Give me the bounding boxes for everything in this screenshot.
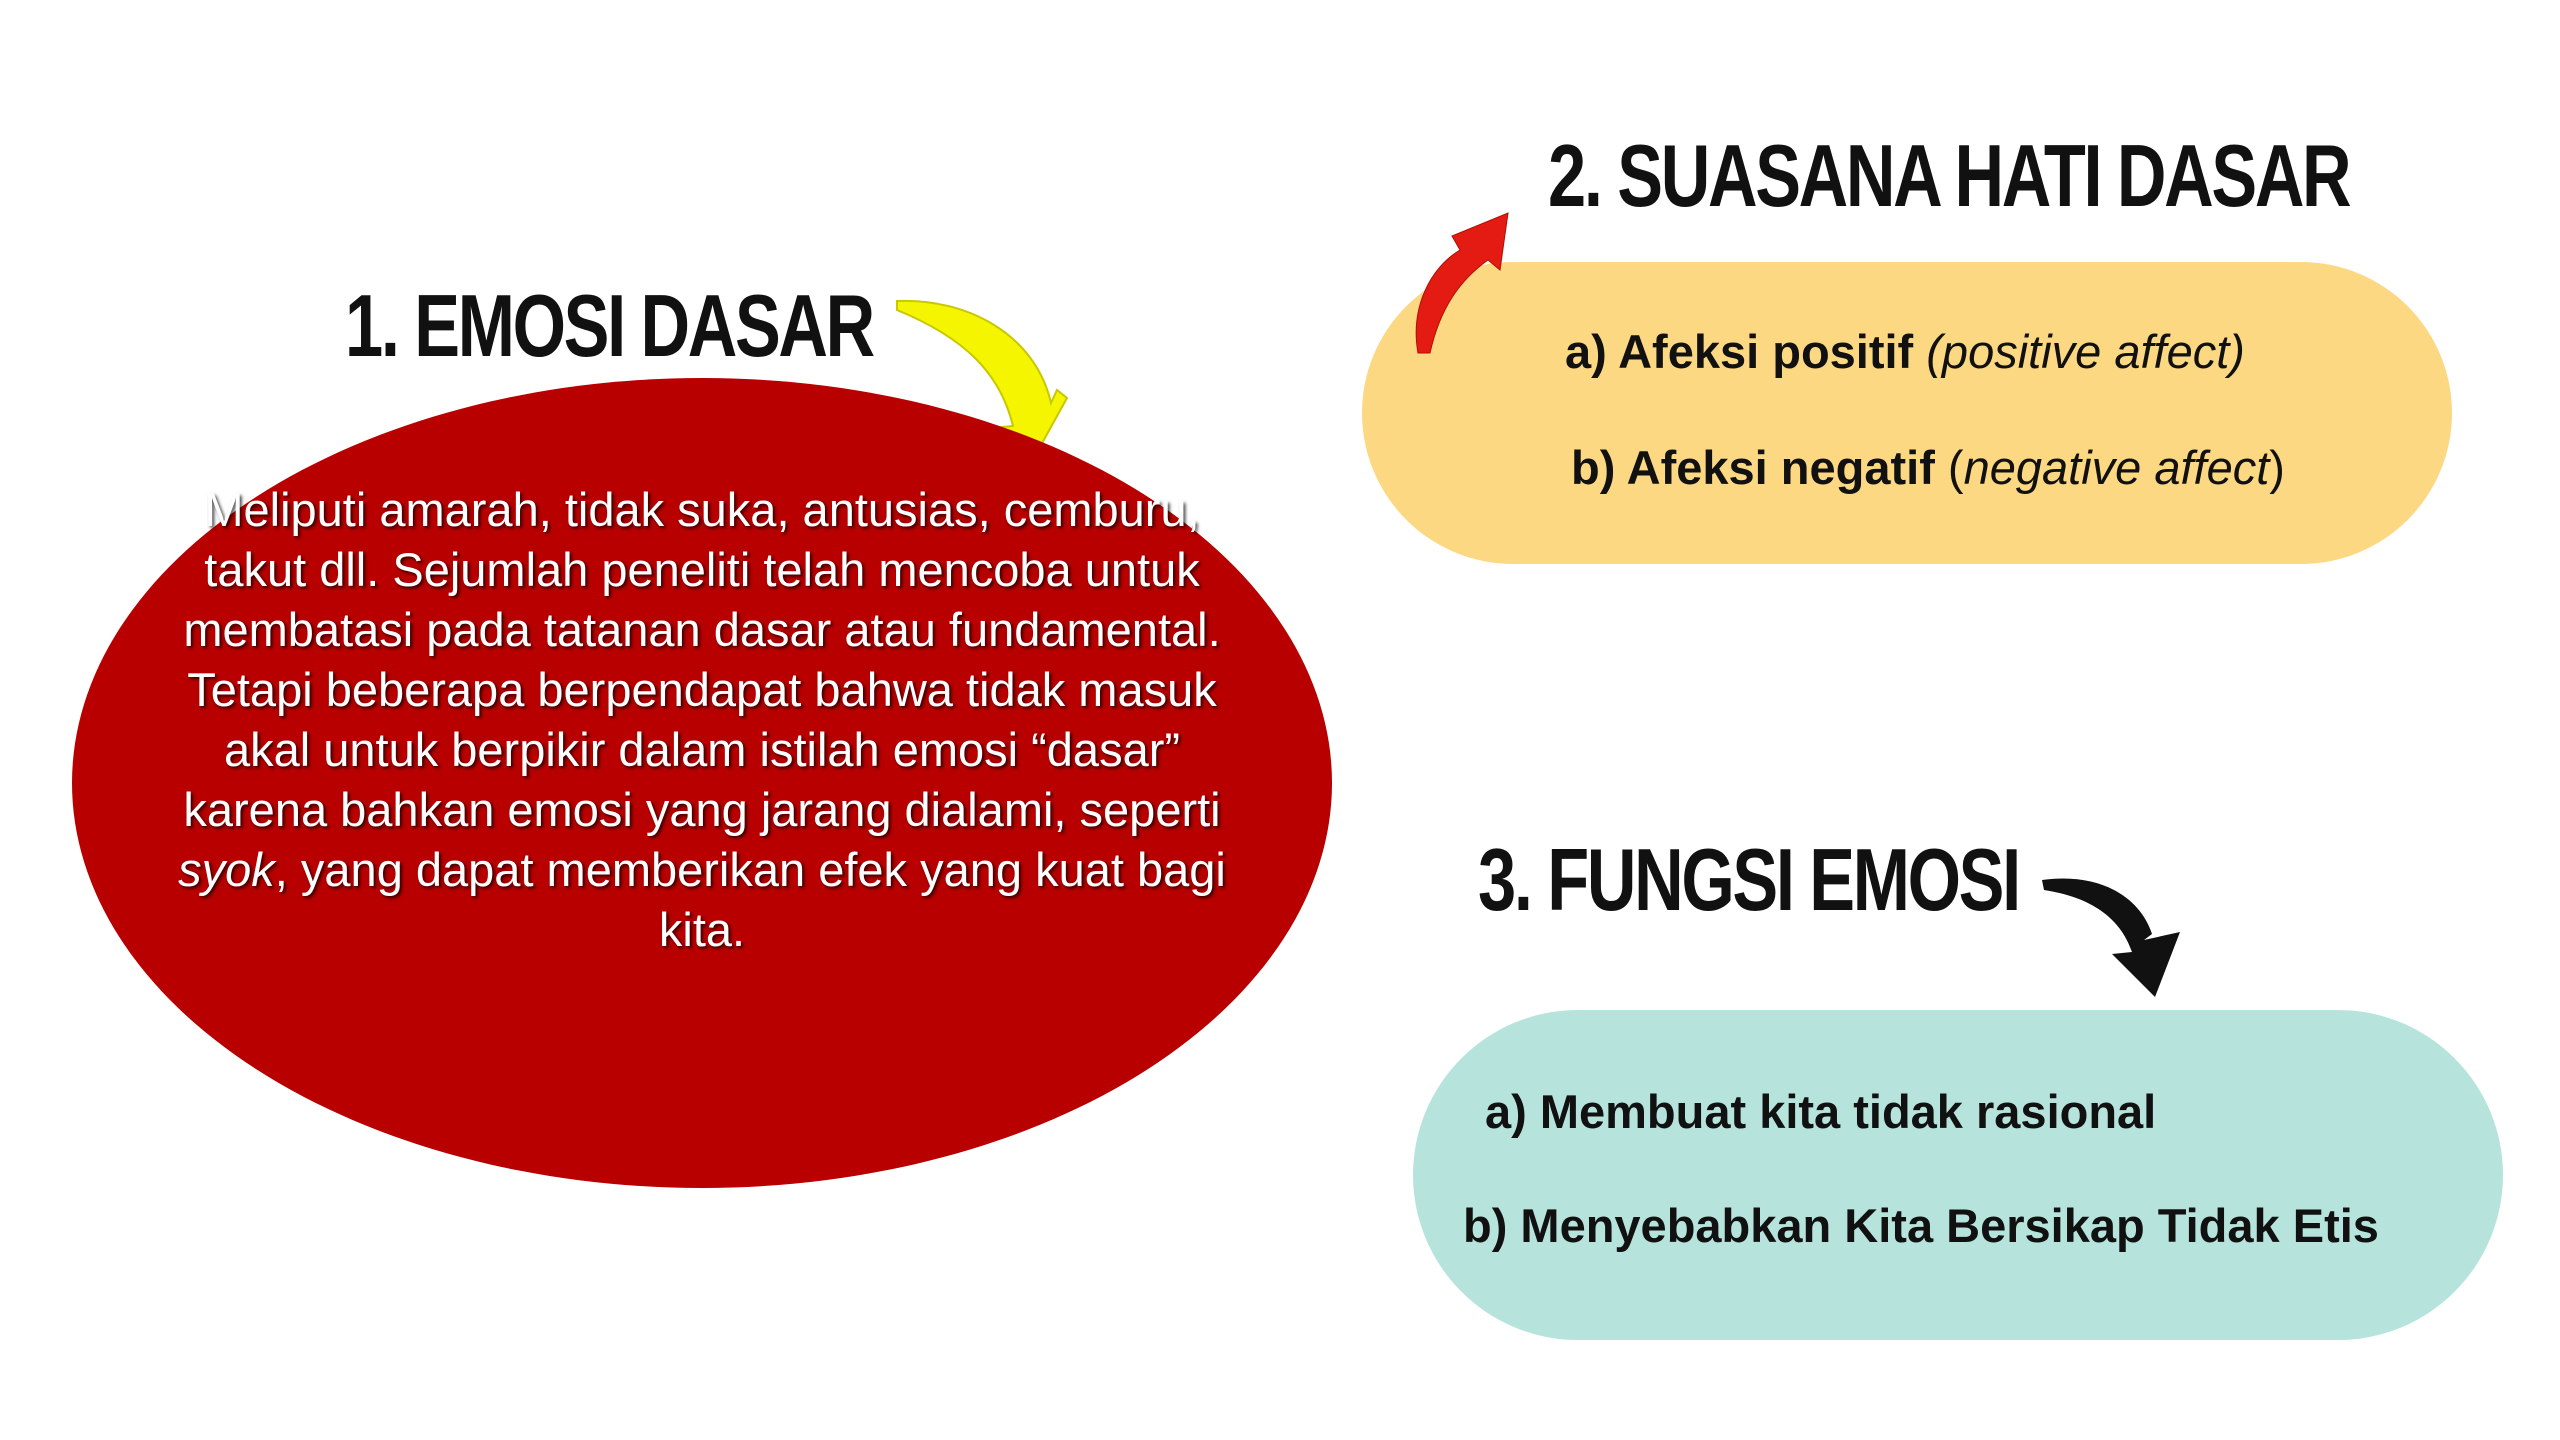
section3-title: 3. FUNGSI EMOSI	[1478, 830, 2019, 929]
curved-arrow-up-icon-red	[1410, 208, 1510, 358]
section2-title: 2. SUASANA HATI DASAR	[1548, 126, 2350, 225]
section1-title: 1. EMOSI DASAR	[345, 276, 873, 375]
description-italic-term: syok	[178, 842, 275, 896]
curved-arrow-down-icon-black	[2040, 872, 2180, 1002]
fungsi-emosi-bubble	[1413, 1010, 2503, 1340]
suasana-hati-bubble	[1362, 262, 2452, 564]
suasana-item-negative	[1571, 441, 2285, 494]
description-text: Meliputi amarah, tidak suka, antusias, cemburu, takut dll. Sejumlah peneliti telah mencoba untuk membatasi pada tatanan dasar atau fundamental. Tetapi beberapa berpendapat bahwa tidak masuk akal untuk berpikir dalam istilah emosi “dasar” karena bahkan emosi yang jarang dialami, seperti	[183, 482, 1221, 836]
item-label: b) Afeksi negatif	[1571, 441, 1948, 494]
fungsi-item-b: b) Menyebabkan Kita Bersikap Tidak Etis	[1463, 1199, 2379, 1252]
emosi-dasar-bubble	[72, 378, 1332, 1188]
emosi-dasar-description	[162, 480, 1242, 960]
description-text-end: , yang dapat memberikan efek yang kuat bagi kita.	[274, 842, 1226, 956]
paren-close: )	[2269, 441, 2285, 494]
fungsi-item-a: a) Membuat kita tidak rasional	[1485, 1085, 2157, 1138]
paren-open: (	[1947, 441, 1964, 494]
item-english-term: (positive affect)	[1926, 325, 2245, 378]
item-english-term: negative affect	[1963, 441, 2270, 494]
suasana-item-positive	[1565, 325, 2245, 378]
item-label: a) Afeksi positif	[1565, 325, 1927, 378]
